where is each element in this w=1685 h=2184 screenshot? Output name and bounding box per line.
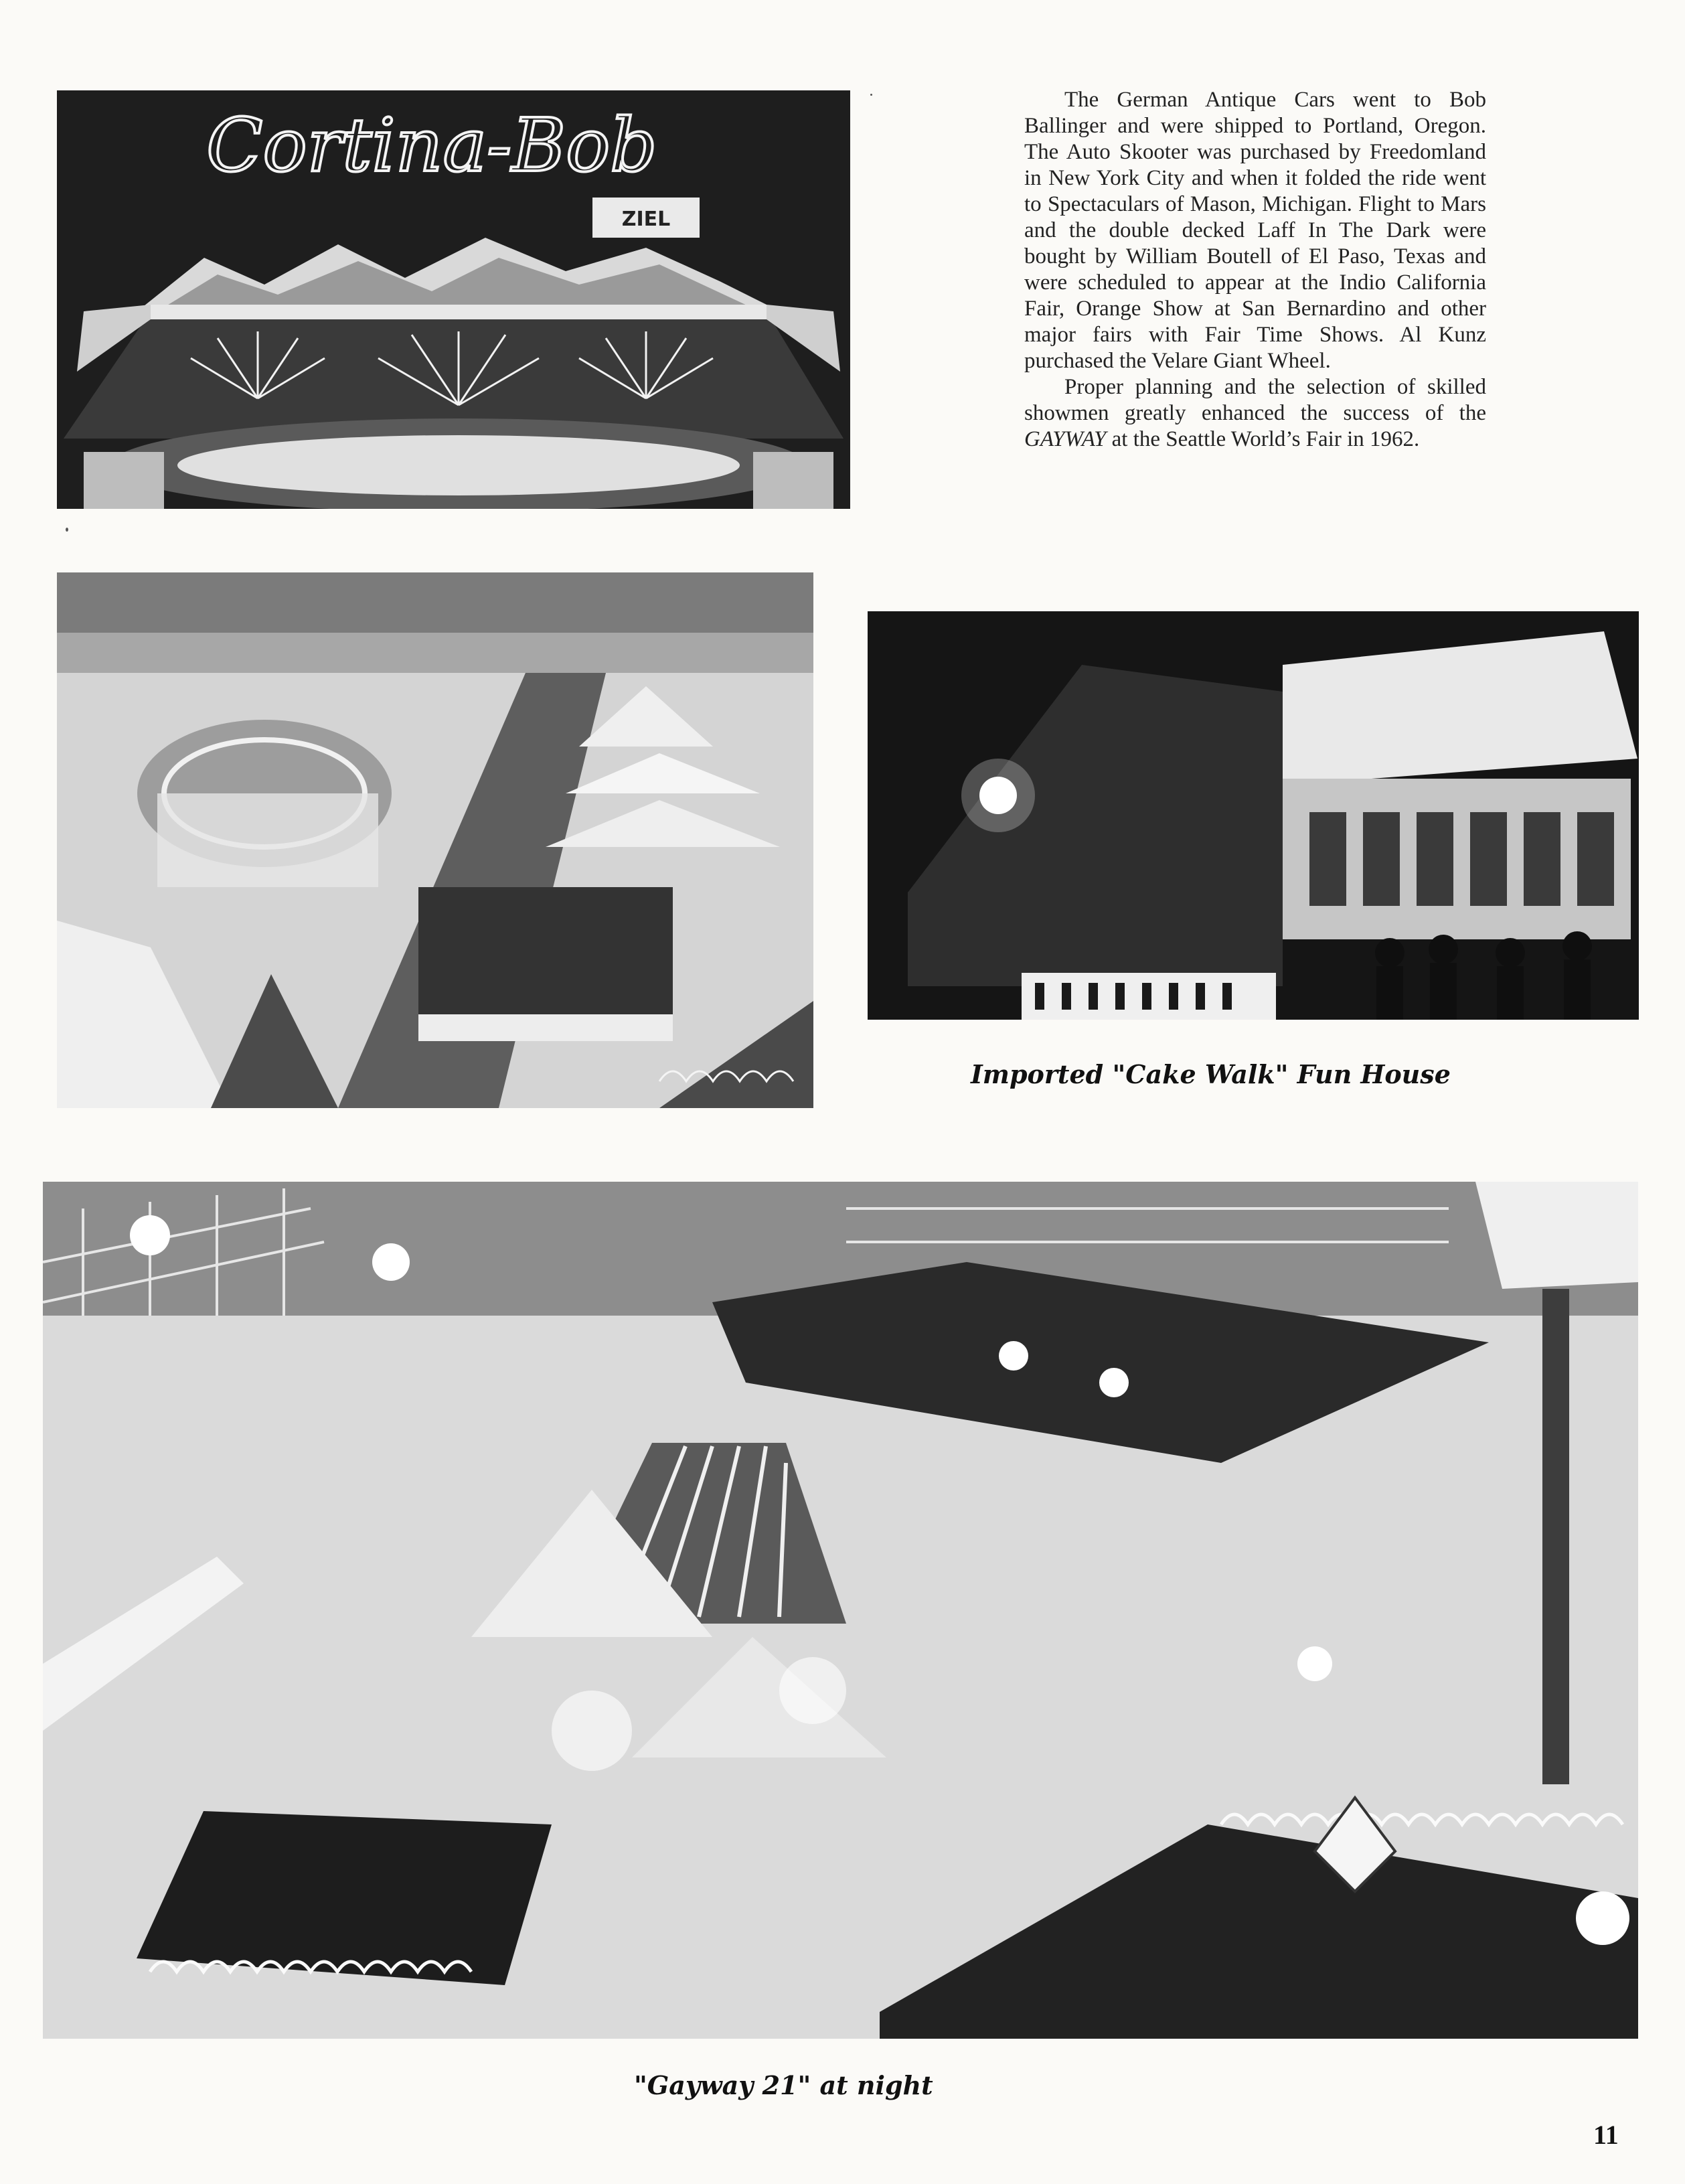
photo-cake-walk-fun-house [868,611,1639,1020]
photo-midway-aerial [57,572,813,1108]
scan-speck [870,94,872,96]
caption-gayway: "Gayway 21" at night [634,2070,933,2100]
photo-gayway-21-night [43,1182,1638,2039]
article-paragraph: Proper planning and the selection of skilled showmen greatly enhanced the success of the GAYWAY at the Seattle World’s Fair in 1962. [1024,375,1486,451]
cortina-bob-sign-text: Cortina-Bob [206,102,657,188]
ziel-flag-text: ZIEL [621,208,671,231]
scan-speck [66,528,68,532]
article-body [1024,87,1486,453]
photo-cortina-bob-ride [57,90,850,509]
caption-cake-walk: Imported "Cake Walk" Fun House [971,1059,1451,1089]
page-number: 11 [1593,2120,1619,2150]
article-paragraph: The German Antique Cars went to Bob Ballinger and were shipped to Portland, Oregon. The Auto Skooter was purchased by Freedomland in New York City and when it folded the ride went to Spectaculars of Mason, Michigan. Flight to Mars and the double decked Laff In The Dark were bought by William Boutell of El Paso, Texas and were scheduled to appear at the Indio California Fair, Orange Show at San Bernardino and other major fairs with Fair Time Shows. Al Kunz purchased the Velare Giant Wheel. [1024,88,1486,373]
